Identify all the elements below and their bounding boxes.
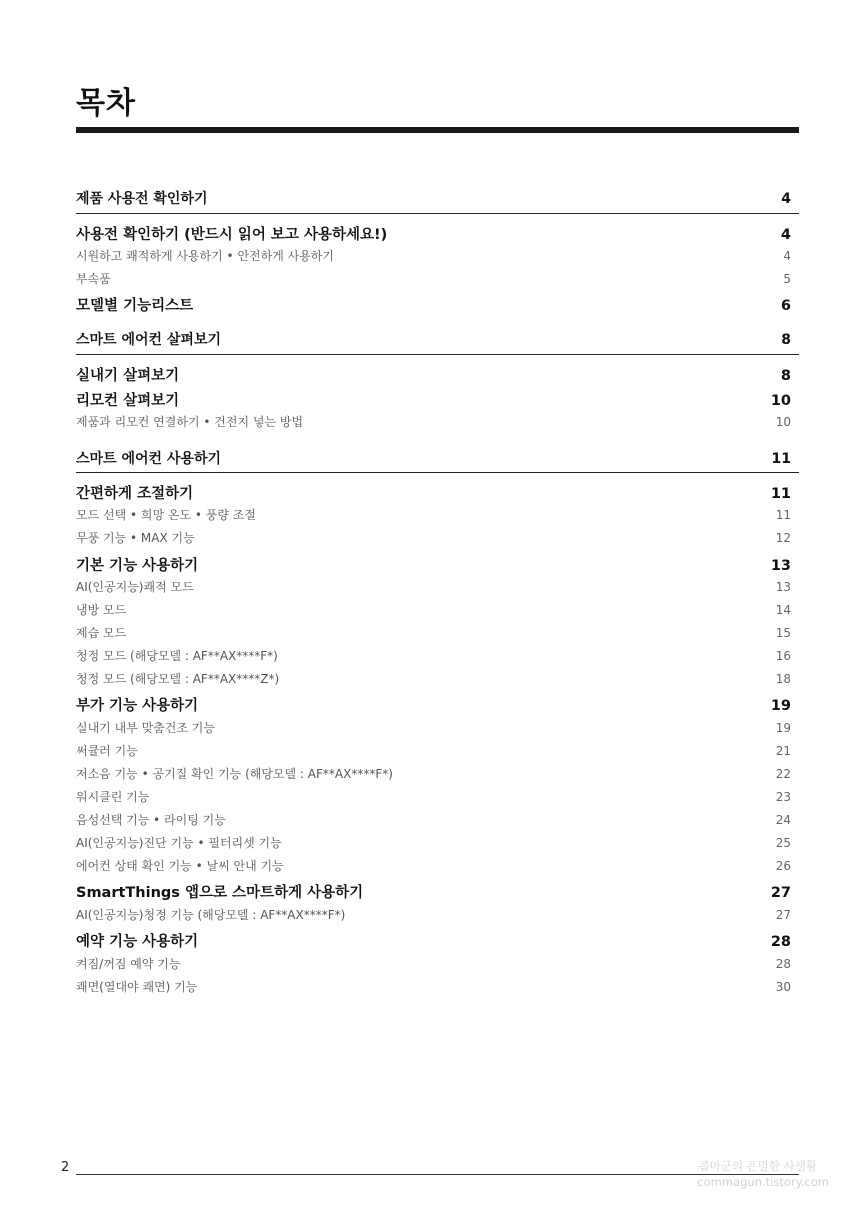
toc-section[interactable] <box>76 448 791 468</box>
toc-page-number: 13 <box>775 580 791 594</box>
toc-item[interactable] <box>76 834 791 851</box>
toc-page-number: 16 <box>775 649 791 663</box>
toc-item[interactable] <box>76 601 791 618</box>
page-number: 2 <box>61 1160 70 1175</box>
watermark-title: 콤마군의 은밀한 사생활 <box>698 1159 817 1173</box>
toc-page-number: 25 <box>775 836 791 850</box>
toc-label: 써큘러 기능 <box>76 744 138 758</box>
toc-label: 제품 사용전 확인하기 <box>76 191 208 207</box>
toc-heading[interactable] <box>76 294 791 315</box>
toc-item[interactable] <box>76 765 791 782</box>
toc-page-number: 28 <box>775 957 791 971</box>
toc-section[interactable] <box>76 329 791 349</box>
toc-page-number: 30 <box>775 980 791 994</box>
toc-item[interactable] <box>76 978 791 995</box>
toc-item[interactable] <box>76 270 791 287</box>
toc-page-number: 4 <box>780 227 791 243</box>
toc-label: 리모컨 살펴보기 <box>76 393 180 409</box>
footer-divider <box>76 1174 799 1175</box>
toc-item[interactable] <box>76 529 791 546</box>
toc-page-number: 22 <box>775 767 791 781</box>
toc-label: 냉방 모드 <box>76 603 127 617</box>
toc-page-number: 26 <box>775 859 791 873</box>
toc-heading[interactable] <box>76 694 791 715</box>
toc-page-number: 14 <box>775 603 791 617</box>
toc-label: 간편하게 조절하기 <box>76 486 194 502</box>
toc-heading[interactable] <box>76 482 791 503</box>
toc-heading[interactable] <box>76 223 791 244</box>
toc-label: 실내기 내부 맞춤건조 기능 <box>76 721 215 735</box>
toc-label: 제품과 리모컨 연결하기 • 건전지 넣는 방법 <box>76 415 304 429</box>
toc-heading[interactable] <box>76 930 791 951</box>
toc-label: 청정 모드 (해당모델 : AF**AX****F*) <box>76 649 278 663</box>
toc-heading[interactable] <box>76 881 791 902</box>
toc-page-number: 8 <box>780 368 791 384</box>
section-divider <box>76 213 799 214</box>
toc-label: 모델별 기능리스트 <box>76 298 194 314</box>
toc-page-number: 4 <box>781 191 791 207</box>
toc-item[interactable] <box>76 624 791 641</box>
toc-label: AI(인공지능)청정 기능 (해당모델 : AF**AX****F*) <box>76 908 346 922</box>
toc-item[interactable] <box>76 670 791 687</box>
toc-item[interactable] <box>76 906 791 923</box>
title-divider <box>76 127 799 133</box>
toc-label: 예약 기능 사용하기 <box>76 934 199 950</box>
toc-page-number: 15 <box>775 626 791 640</box>
toc-item[interactable] <box>76 647 791 664</box>
toc-label: 음성선택 기능 • 라이팅 기능 <box>76 813 226 827</box>
toc-page-number: 11 <box>771 451 791 467</box>
toc-label: 모드 선택 • 희망 온도 • 풍량 조절 <box>76 508 256 522</box>
toc-page-number: 24 <box>775 813 791 827</box>
toc-page-number: 11 <box>770 486 791 502</box>
toc-page-number: 8 <box>781 332 791 348</box>
toc-label: 사용전 확인하기 (반드시 읽어 보고 사용하세요!) <box>76 227 388 243</box>
section-divider <box>76 354 799 355</box>
section-divider <box>76 472 799 473</box>
toc-heading[interactable] <box>76 389 791 410</box>
toc-page-number: 4 <box>783 249 791 263</box>
toc-item[interactable] <box>76 506 791 523</box>
toc-section[interactable] <box>76 188 791 208</box>
toc-heading[interactable] <box>76 364 791 385</box>
toc-label: AI(인공지능)진단 기능 • 필터리셋 기능 <box>76 836 282 850</box>
toc-page-number: 6 <box>780 298 791 314</box>
toc-page-number: 13 <box>770 558 791 574</box>
toc-label: 부속품 <box>76 272 111 286</box>
toc-label: 기본 기능 사용하기 <box>76 558 199 574</box>
toc-item[interactable] <box>76 811 791 828</box>
toc-label: SmartThings 앱으로 스마트하게 사용하기 <box>76 885 364 901</box>
toc-page-number: 10 <box>770 393 791 409</box>
toc-label: 에어컨 상태 확인 기능 • 날씨 안내 기능 <box>76 859 284 873</box>
toc-label: 저소음 기능 • 공기질 확인 기능 (해당모델 : AF**AX****F*) <box>76 767 393 781</box>
toc-item[interactable] <box>76 788 791 805</box>
toc-item[interactable] <box>76 742 791 759</box>
toc-page-number: 19 <box>770 698 791 714</box>
toc-page-number: 5 <box>783 272 791 286</box>
toc-page-number: 28 <box>770 934 791 950</box>
toc-page-number: 11 <box>775 508 791 522</box>
toc-item[interactable] <box>76 247 791 264</box>
toc-page-number: 10 <box>775 415 791 429</box>
toc-item[interactable] <box>76 857 791 874</box>
toc-page-number: 12 <box>775 531 791 545</box>
toc-item[interactable] <box>76 413 791 430</box>
toc-label: 켜짐/꺼짐 예약 기능 <box>76 957 181 971</box>
page-title: 목차 <box>76 86 136 121</box>
toc-label: AI(인공지능)쾌적 모드 <box>76 580 194 594</box>
toc-page-number: 19 <box>775 721 791 735</box>
toc-label: 부가 기능 사용하기 <box>76 698 199 714</box>
watermark-url: commagun.tistory.com <box>697 1175 829 1189</box>
toc-label: 청정 모드 (해당모델 : AF**AX****Z*) <box>76 672 280 686</box>
toc-label: 실내기 살펴보기 <box>76 368 180 384</box>
toc-item[interactable] <box>76 719 791 736</box>
toc-item[interactable] <box>76 578 791 595</box>
toc-label: 스마트 에어컨 살펴보기 <box>76 332 221 348</box>
toc-label: 스마트 에어컨 사용하기 <box>76 451 221 467</box>
toc-heading[interactable] <box>76 554 791 575</box>
toc-label: 워시클린 기능 <box>76 790 150 804</box>
toc-page-number: 21 <box>775 744 791 758</box>
toc-item[interactable] <box>76 955 791 972</box>
toc-page-number: 18 <box>775 672 791 686</box>
toc-label: 쾌면(열대야 쾌면) 기능 <box>76 980 198 994</box>
toc-page-number: 27 <box>770 885 791 901</box>
toc-page-number: 23 <box>775 790 791 804</box>
toc-label: 무풍 기능 • MAX 기능 <box>76 531 195 545</box>
toc-page-number: 27 <box>775 908 791 922</box>
toc-label: 제습 모드 <box>76 626 127 640</box>
toc-label: 시원하고 쾌적하게 사용하기 • 안전하게 사용하기 <box>76 249 334 263</box>
